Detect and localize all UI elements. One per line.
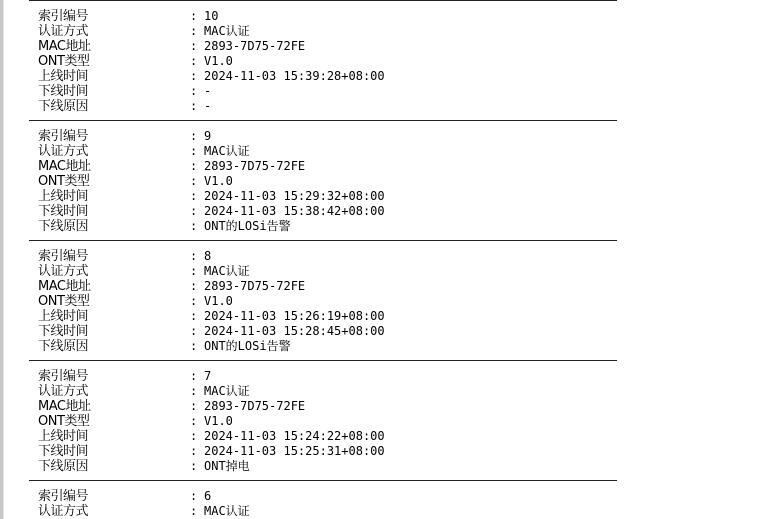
field-row-mac-address <box>38 279 598 294</box>
field-label: 下线时间 <box>38 444 89 459</box>
field-value: 2024-11-03 15:28:45+08:00 <box>204 324 385 338</box>
field-row-mac-address <box>38 39 598 54</box>
field-label: ONT类型 <box>38 414 90 429</box>
field-label: 索引编号 <box>38 369 89 384</box>
field-row-index <box>38 129 598 144</box>
field-value: 7 <box>204 369 212 383</box>
field-value: 2893-7D75-72FE <box>204 399 306 413</box>
field-separator: : <box>190 249 198 263</box>
field-label: 下线原因 <box>38 219 89 234</box>
field-label: 下线时间 <box>38 204 89 219</box>
field-separator: : <box>190 309 198 323</box>
log-record <box>38 249 598 354</box>
field-row-offline-reason <box>38 459 598 474</box>
field-label: ONT类型 <box>38 174 90 189</box>
field-label: 下线原因 <box>38 99 89 114</box>
field-value: ONT掉电 <box>204 459 250 473</box>
field-separator: : <box>190 384 198 398</box>
field-separator: : <box>190 459 198 473</box>
field-label: 索引编号 <box>38 489 89 504</box>
field-row-ont-type <box>38 414 598 429</box>
field-label: 认证方式 <box>38 264 89 279</box>
field-label: 索引编号 <box>38 9 89 24</box>
log-record <box>38 129 598 234</box>
field-separator: : <box>190 444 198 458</box>
field-label: 上线时间 <box>38 429 89 444</box>
field-value: MAC认证 <box>204 264 250 278</box>
field-row-online-time <box>38 429 598 444</box>
field-row-offline-reason <box>38 339 598 354</box>
field-separator: : <box>190 54 198 68</box>
field-row-offline-time <box>38 204 598 219</box>
field-value: 2024-11-03 15:26:19+08:00 <box>204 309 385 323</box>
field-row-offline-time <box>38 324 598 339</box>
field-label: 认证方式 <box>38 384 89 399</box>
log-record <box>38 9 598 114</box>
field-value: 2024-11-03 15:25:31+08:00 <box>204 444 385 458</box>
field-separator: : <box>190 174 198 188</box>
field-separator: : <box>190 369 198 383</box>
field-row-auth-method <box>38 384 598 399</box>
field-separator: : <box>190 294 198 308</box>
field-label: ONT类型 <box>38 294 90 309</box>
field-separator: : <box>190 9 198 23</box>
field-row-offline-reason <box>38 99 598 114</box>
field-value: 2893-7D75-72FE <box>204 159 306 173</box>
field-value: - <box>204 99 212 113</box>
field-value: V1.0 <box>204 414 233 428</box>
field-separator: : <box>190 129 198 143</box>
field-value: 10 <box>204 9 219 23</box>
log-record <box>38 489 598 519</box>
field-label: 下线原因 <box>38 459 89 474</box>
field-separator: : <box>190 264 198 278</box>
record-separator <box>29 480 617 481</box>
record-separator <box>29 360 617 361</box>
field-label: MAC地址 <box>38 399 91 414</box>
field-separator: : <box>190 99 198 113</box>
field-separator: : <box>190 219 198 233</box>
field-separator: : <box>190 24 198 38</box>
field-separator: : <box>190 204 198 218</box>
field-value: 9 <box>204 129 212 143</box>
field-row-auth-method <box>38 264 598 279</box>
field-value: 6 <box>204 489 212 503</box>
record-separator <box>29 120 617 121</box>
field-row-mac-address <box>38 399 598 414</box>
field-label: 认证方式 <box>38 24 89 39</box>
field-separator: : <box>190 399 198 413</box>
field-label: 下线时间 <box>38 84 89 99</box>
field-label: 认证方式 <box>38 144 89 159</box>
field-separator: : <box>190 69 198 83</box>
field-row-auth-method <box>38 504 598 519</box>
field-value: 2893-7D75-72FE <box>204 39 306 53</box>
field-label: 认证方式 <box>38 504 89 519</box>
field-value: V1.0 <box>204 174 233 188</box>
field-value: ONT的LOSi告警 <box>204 219 291 233</box>
field-separator: : <box>190 39 198 53</box>
field-separator: : <box>190 429 198 443</box>
field-separator: : <box>190 84 198 98</box>
field-value: - <box>204 84 212 98</box>
record-separator <box>29 240 617 241</box>
field-label: 上线时间 <box>38 69 89 84</box>
field-value: 2024-11-03 15:29:32+08:00 <box>204 189 385 203</box>
field-row-ont-type <box>38 174 598 189</box>
field-label: 上线时间 <box>38 309 89 324</box>
field-value: 2024-11-03 15:24:22+08:00 <box>204 429 385 443</box>
field-label: MAC地址 <box>38 39 91 54</box>
field-row-offline-reason <box>38 219 598 234</box>
log-record <box>38 369 598 474</box>
field-label: 下线时间 <box>38 324 89 339</box>
field-label: ONT类型 <box>38 54 90 69</box>
field-separator: : <box>190 159 198 173</box>
field-value: MAC认证 <box>204 144 250 158</box>
field-label: 上线时间 <box>38 189 89 204</box>
field-row-offline-time <box>38 84 598 99</box>
field-row-auth-method <box>38 144 598 159</box>
record-separator <box>29 0 617 1</box>
field-row-online-time <box>38 309 598 324</box>
field-value: MAC认证 <box>204 504 250 518</box>
field-separator: : <box>190 189 198 203</box>
field-value: MAC认证 <box>204 24 250 38</box>
field-label: MAC地址 <box>38 279 91 294</box>
field-separator: : <box>190 489 198 503</box>
field-separator: : <box>190 144 198 158</box>
field-row-ont-type <box>38 54 598 69</box>
field-row-ont-type <box>38 294 598 309</box>
field-row-index <box>38 489 598 504</box>
field-label: 索引编号 <box>38 249 89 264</box>
field-separator: : <box>190 279 198 293</box>
field-row-mac-address <box>38 159 598 174</box>
field-row-index <box>38 369 598 384</box>
field-value: MAC认证 <box>204 384 250 398</box>
field-row-offline-time <box>38 444 598 459</box>
field-row-index <box>38 249 598 264</box>
field-label: 索引编号 <box>38 129 89 144</box>
field-row-auth-method <box>38 24 598 39</box>
field-separator: : <box>190 324 198 338</box>
field-label: 下线原因 <box>38 339 89 354</box>
field-value: 2024-11-03 15:38:42+08:00 <box>204 204 385 218</box>
field-row-online-time <box>38 189 598 204</box>
field-value: 2893-7D75-72FE <box>204 279 306 293</box>
field-value: 8 <box>204 249 212 263</box>
field-separator: : <box>190 504 198 518</box>
field-value: ONT的LOSi告警 <box>204 339 291 353</box>
field-value: 2024-11-03 15:39:28+08:00 <box>204 69 385 83</box>
field-separator: : <box>190 414 198 428</box>
field-separator: : <box>190 339 198 353</box>
field-row-online-time <box>38 69 598 84</box>
field-value: V1.0 <box>204 54 233 68</box>
field-row-index <box>38 9 598 24</box>
field-value: V1.0 <box>204 294 233 308</box>
field-label: MAC地址 <box>38 159 91 174</box>
